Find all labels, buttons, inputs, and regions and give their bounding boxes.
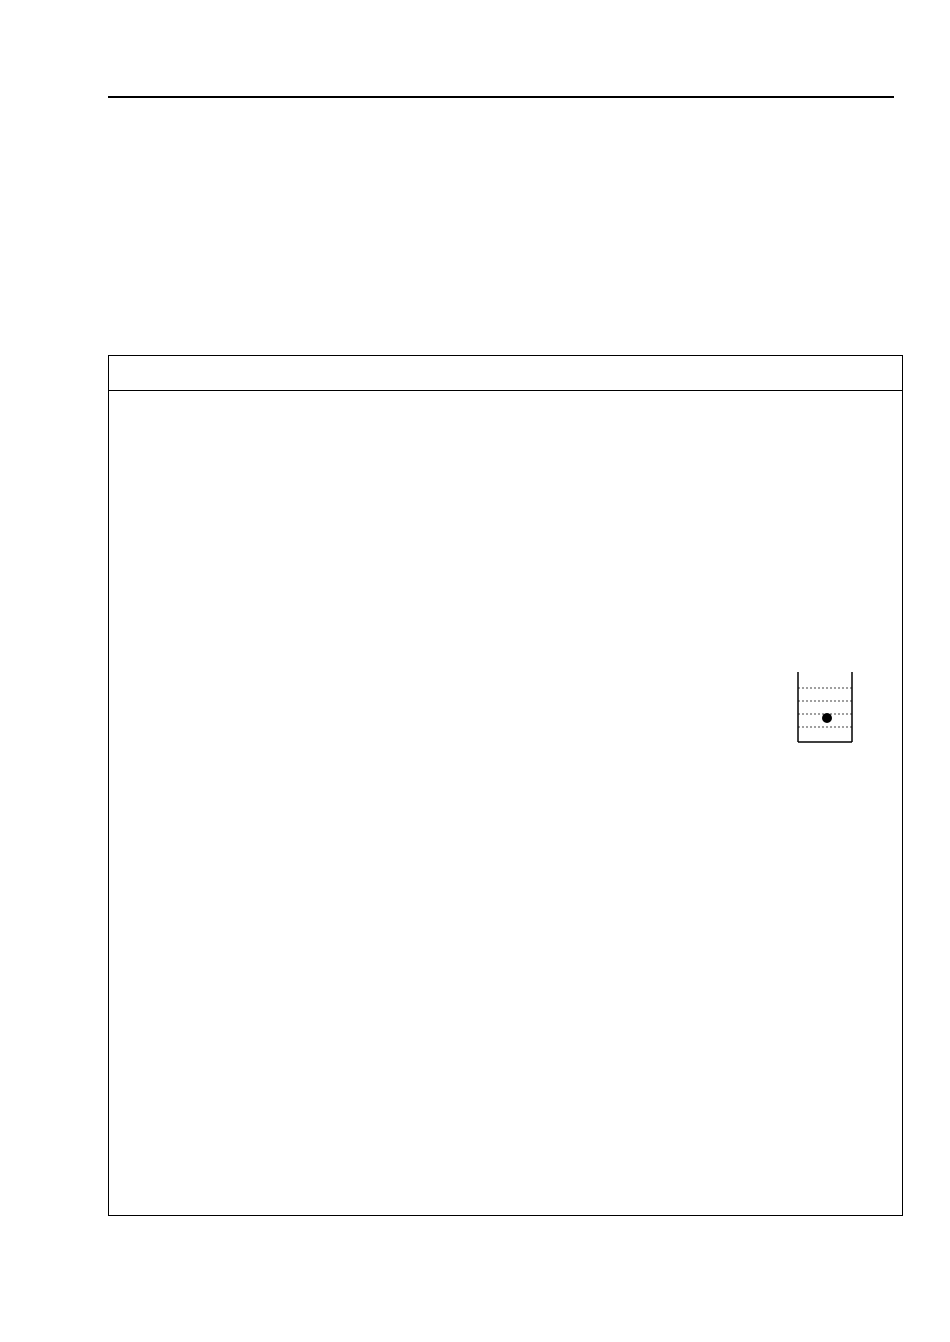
header-row [109,356,902,391]
worksheet-table [108,355,903,1216]
beaker-diagram [796,670,856,746]
top-rule [108,96,894,98]
